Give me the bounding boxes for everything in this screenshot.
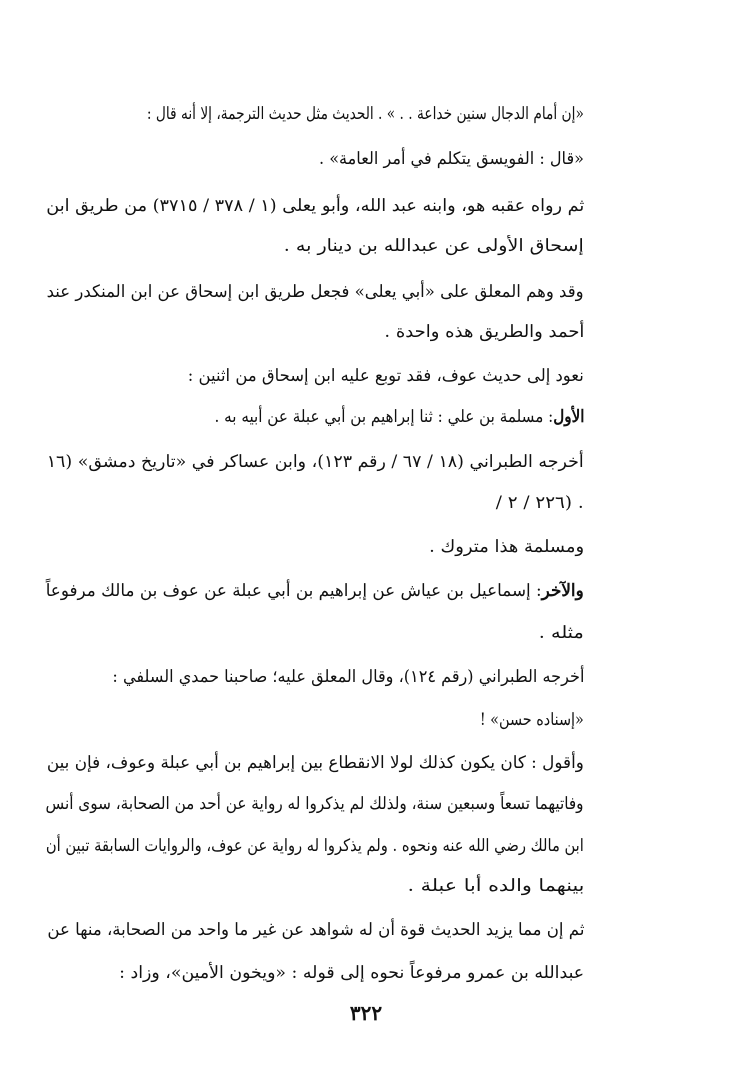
heading-word: والآخر bbox=[541, 581, 584, 601]
line-10 bbox=[496, 493, 584, 513]
line-text: «إن أمام الدجال سنين خداعة . . » . الحديث مثل حديث الترجمة، إلا أنه قال : bbox=[147, 104, 584, 124]
line-text: «إسناده حسن» ! bbox=[480, 710, 584, 730]
line-19 bbox=[407, 876, 584, 896]
line-11 bbox=[429, 537, 584, 557]
line-8 bbox=[214, 407, 584, 427]
line-text: أخرجه الطبراني (رقم ١٢٤)، وقال المعلق عليه؛ صاحبنا حمدي السلفي : bbox=[112, 667, 584, 687]
line-text: عبدالله بن عمرو مرفوعاً نحوه إلى قوله : «ويخون الأمين»، وزاد : bbox=[119, 963, 584, 983]
line-text: ثم إن مما يزيد الحديث قوة أن له شواهد عن غير ما واحد من الصحابة، منها عن bbox=[47, 920, 584, 940]
page-number: ٣٢٢ bbox=[349, 1001, 383, 1025]
line-text: «قال : الفويسق يتكلم في أمر العامة» . bbox=[319, 149, 584, 169]
line-text: وأقول : كان يكون كذلك لولا الانقطاع بين إبراهيم بن أبي عبلة وعوف، فإن بين bbox=[47, 753, 584, 773]
line-text: بينهما والده أبا عبلة . bbox=[407, 876, 584, 896]
line-text: إسحاق الأولى عن عبدالله بن دينار به . bbox=[284, 236, 584, 256]
line-20 bbox=[47, 920, 584, 940]
line-5 bbox=[47, 282, 584, 302]
line-15 bbox=[480, 710, 584, 730]
line-text: نعود إلى حديث عوف، فقد توبع عليه ابن إسحاق من اثنين : bbox=[188, 366, 584, 386]
line-4 bbox=[284, 236, 584, 256]
line-18 bbox=[46, 836, 584, 856]
heading-word: الأول bbox=[552, 407, 584, 427]
line-7 bbox=[188, 366, 584, 386]
line-3 bbox=[46, 196, 584, 216]
line-text: ابن مالك رضي الله عنه ونحوه . ولم يذكروا له رواية عن عوف، والروايات السابقة تبين أن bbox=[46, 836, 584, 856]
line-17 bbox=[46, 794, 584, 814]
line-text: وقد وهم المعلق على «أبي يعلى» فجعل طريق ابن إسحاق عن ابن المنكدر عند bbox=[47, 282, 584, 302]
line-13 bbox=[539, 623, 584, 643]
line-2 bbox=[319, 149, 584, 169]
line-text: ومسلمة هذا متروك . bbox=[429, 537, 584, 557]
line-6 bbox=[384, 322, 584, 342]
line-text: : إسماعيل بن عياش عن إبراهيم بن أبي عبلة عن عوف بن مالك مرفوعاً bbox=[46, 581, 542, 601]
line-text: وفاتيهما تسعاً وسبعين سنة، ولذلك لم يذكروا له رواية عن أحد من الصحابة، سوى أنس bbox=[46, 794, 584, 814]
line-text: / ٢٢٦ / ٢) . bbox=[496, 493, 584, 513]
line-text: أخرجه الطبراني (١٨ / ٦٧ / رقم ١٢٣)، وابن عساكر في «تاريخ دمشق» (١٦ bbox=[47, 452, 584, 472]
line-text: ثم رواه عقبه هو، وابنه عبد الله، وأبو يعلى (١ / ٣٧٨ / ٣٧١٥) من طريق ابن bbox=[46, 196, 584, 216]
line-text: أحمد والطريق هذه واحدة . bbox=[384, 322, 584, 342]
line-text: مثله . bbox=[539, 623, 584, 643]
line-1 bbox=[147, 104, 584, 124]
line-21 bbox=[119, 963, 584, 983]
line-12 bbox=[46, 581, 584, 601]
line-9 bbox=[47, 452, 584, 472]
line-14 bbox=[112, 667, 584, 687]
line-text: : مسلمة بن علي : ثنا إبراهيم بن أبي عبلة عن أبيه به . bbox=[214, 407, 553, 427]
line-16 bbox=[47, 753, 584, 773]
